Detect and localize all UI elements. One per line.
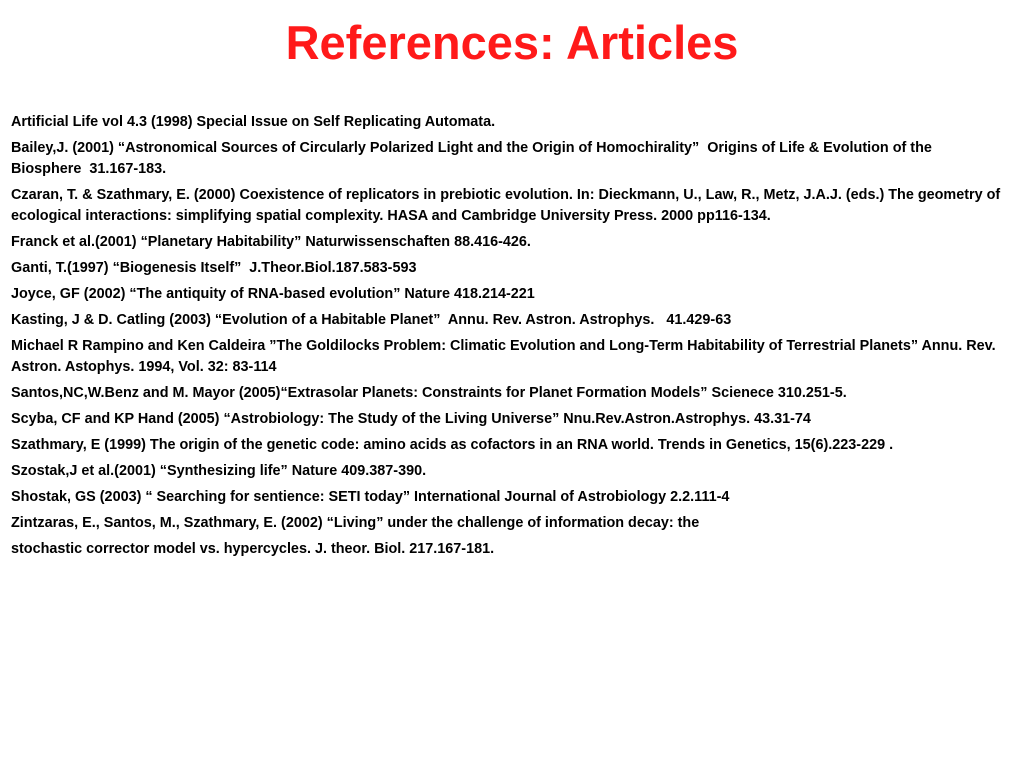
reference-list [11,112,1005,565]
reference-item: Franck et al.(2001) “Planetary Habitability” Naturwissenschaften 88.416-426. [11,234,531,250]
reference-item: Scyba, CF and KP Hand (2005) “Astrobiology: The Study of the Living Universe” Nnu.Rev.Astron.Astrophys. 43.31-74 [11,411,811,427]
reference-item: Ganti, T.(1997) “Biogenesis Itself” J.Theor.Biol.187.583-593 [11,260,417,276]
reference-item: stochastic corrector model vs. hypercycles. J. theor. Biol. 217.167-181. [11,541,495,557]
reference-item: Joyce, GF (2002) “The antiquity of RNA-based evolution” Nature 418.214-221 [11,286,535,302]
reference-item: Czaran, T. & Szathmary, E. (2000) Coexistence of replicators in prebiotic evolution. In: Dieckmann, U., Law, R., Metz, J.A.J. (eds.) The geometry of ecological interactions: simplifying spatial complexity. HASA and Cambridge University Press. 2000 pp116-134. [11,187,1005,224]
reference-item: Kasting, J & D. Catling (2003) “Evolution of a Habitable Planet” Annu. Rev. Astron. Astrophys. 41.429-63 [11,312,732,328]
slide-title: References: Articles [285,16,739,69]
reference-item: Szostak,J et al.(2001) “Synthesizing life” Nature 409.387-390. [11,463,427,479]
reference-item: Bailey,J. (2001) “Astronomical Sources of Circularly Polarized Light and the Origin of Homochirality” Origins of Life & Evolution of the Biosphere 31.167-183. [11,140,936,177]
reference-item: Michael R Rampino and Ken Caldeira ”The Goldilocks Problem: Climatic Evolution and Long-Term Habitability of Terrestrial Planets” Annu. Rev. Astron. Astophys. 1994, Vol. 32: 83-114 [11,338,1000,375]
reference-item: Artificial Life vol 4.3 (1998) Special Issue on Self Replicating Automata. [11,114,496,130]
reference-item: Zintzaras, E., Santos, M., Szathmary, E. (2002) “Living” under the challenge of information decay: the [11,515,700,531]
reference-item: Szathmary, E (1999) The origin of the genetic code: amino acids as cofactors in an RNA world. Trends in Genetics, 15(6).223-229 . [11,437,894,453]
reference-item: Santos,NC,W.Benz and M. Mayor (2005)“Extrasolar Planets: Constraints for Planet Formation Models” Scienece 310.251-5. [11,385,847,401]
reference-item: Shostak, GS (2003) “ Searching for sentience: SETI today” International Journal of Astrobiology 2.2.111-4 [11,489,730,505]
